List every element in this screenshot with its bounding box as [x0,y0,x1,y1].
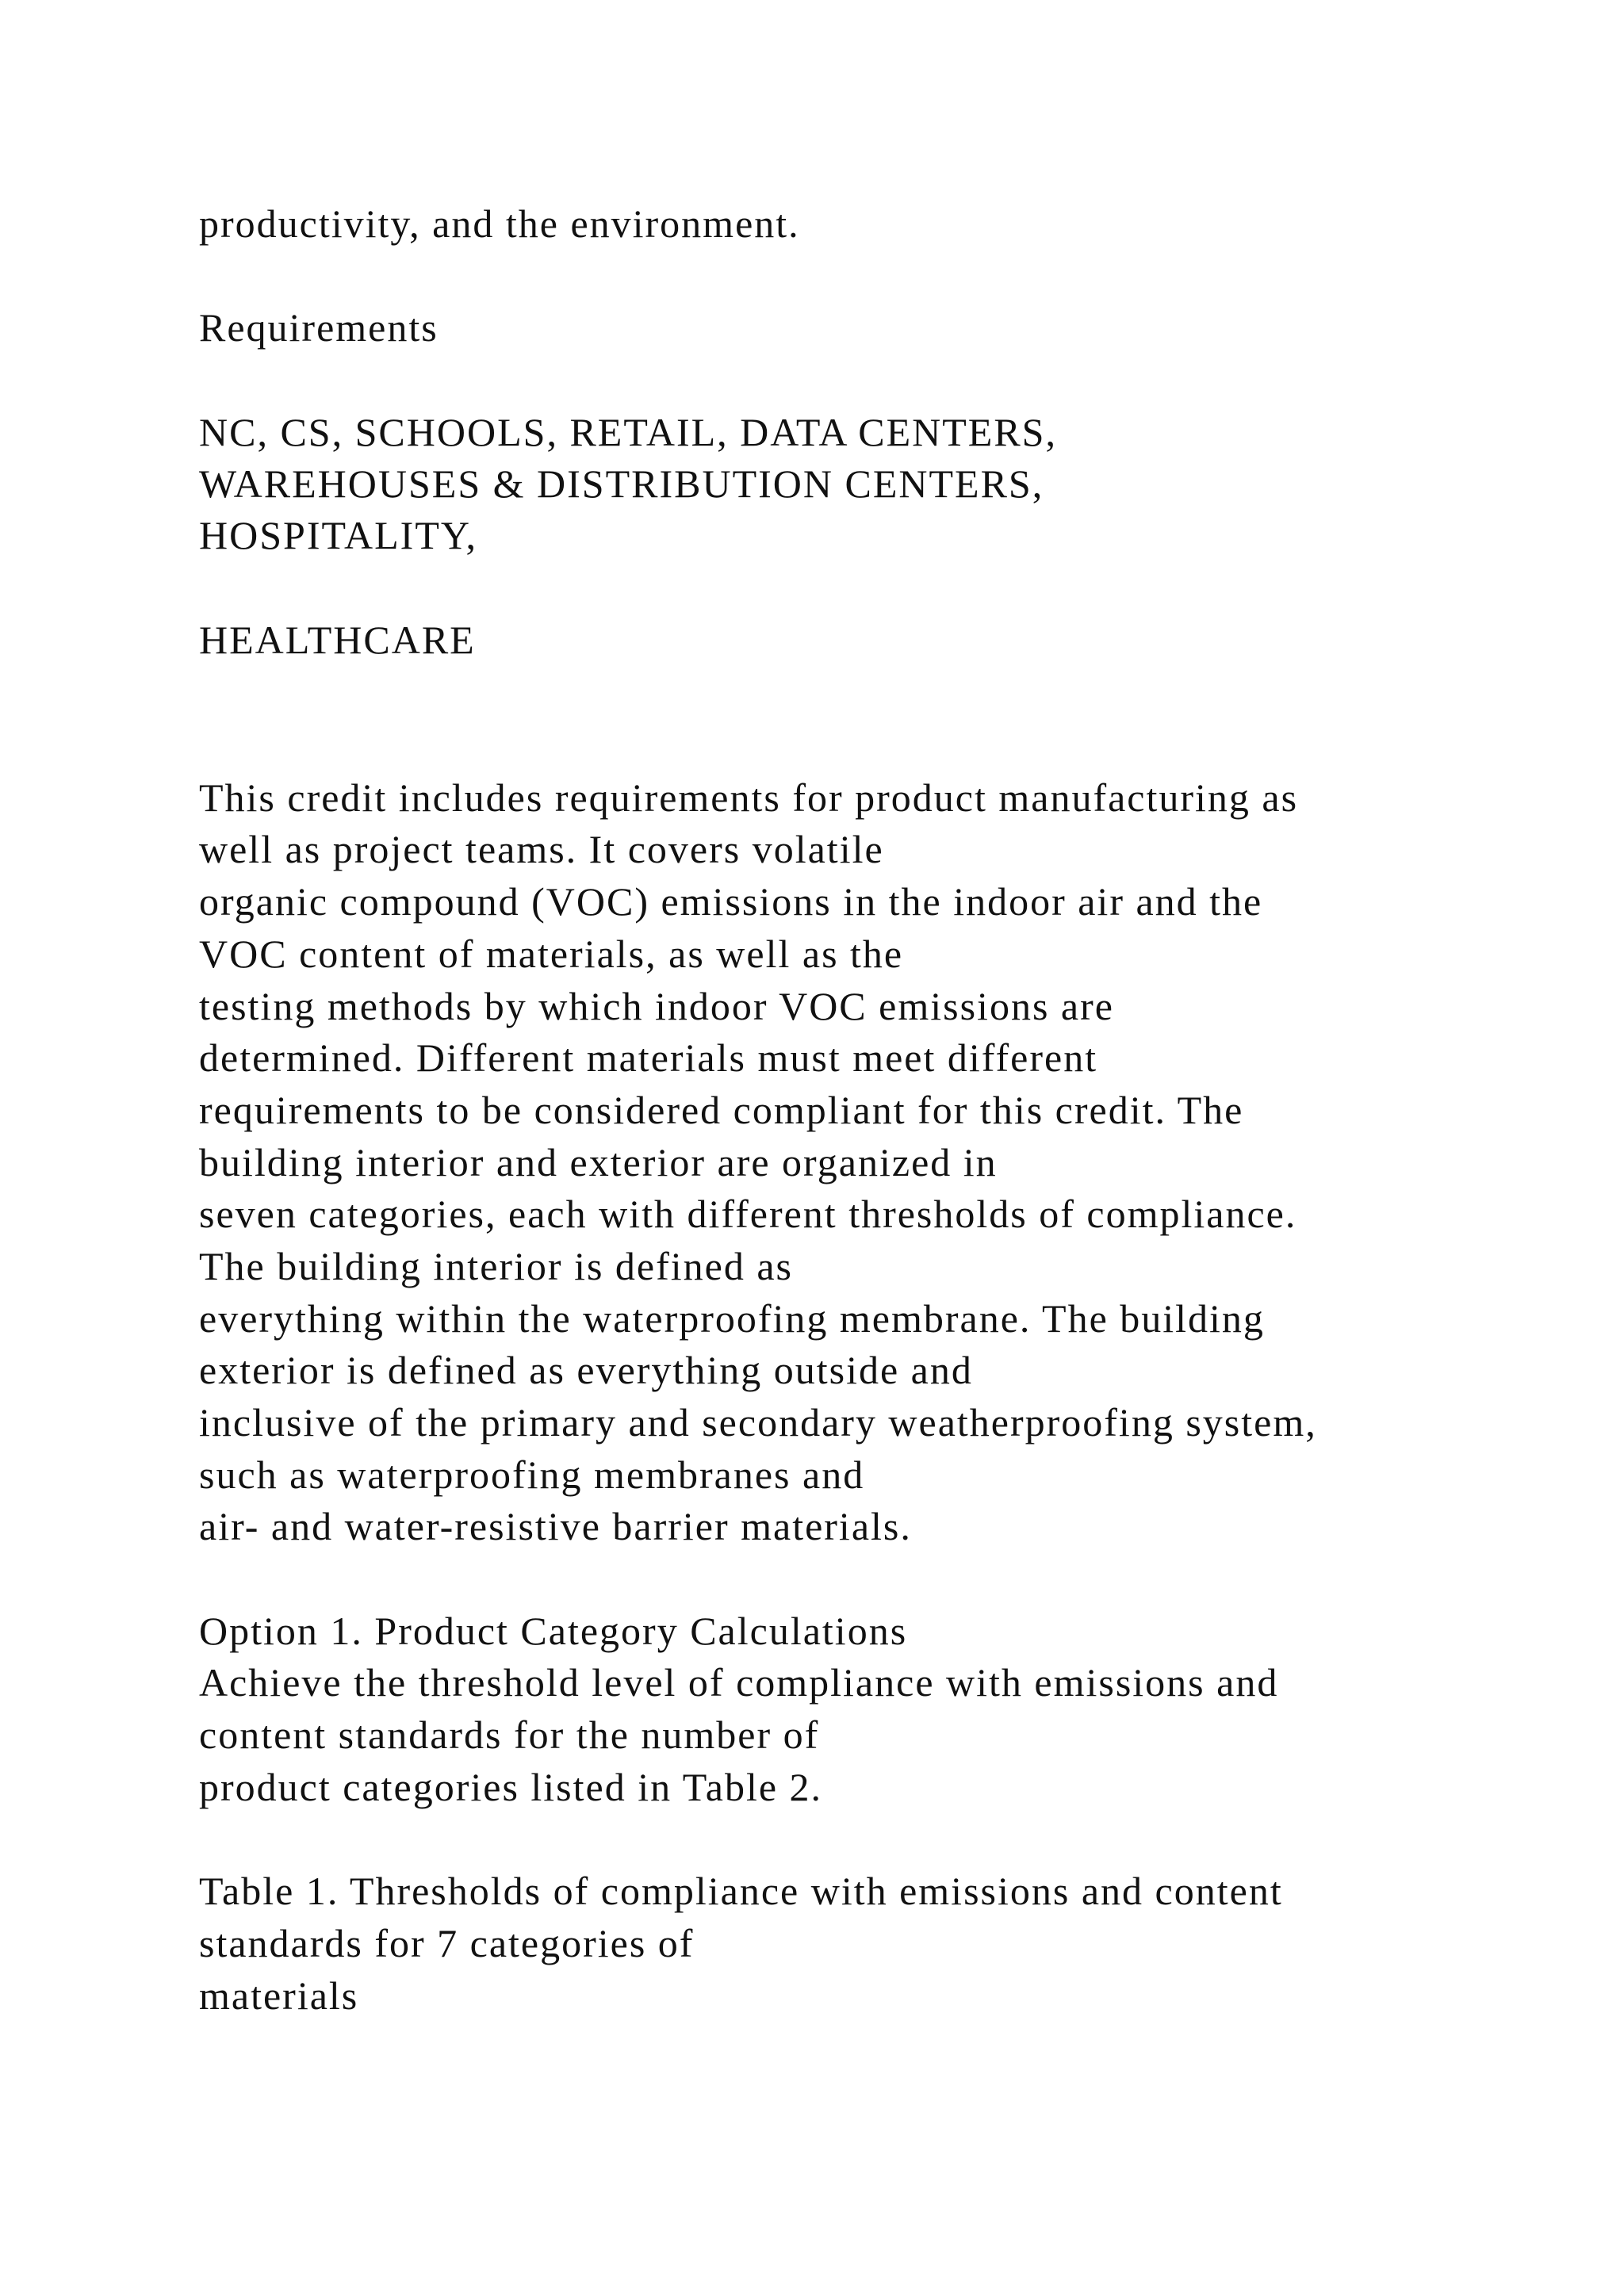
text-line: inclusive of the primary and secondary weatherproofing system, [199,1400,1317,1445]
table-caption: materials [199,1973,359,2018]
text-line: product categories listed in Table 2. [199,1765,823,1809]
text-line: everything within the waterproofing membrane. The building [199,1296,1265,1341]
text-line: determined. Different materials must meet different [199,1035,1098,1080]
text-line: requirements to be considered compliant for this credit. The [199,1088,1244,1132]
text-line: air- and water-resistive barrier materials. [199,1504,912,1548]
text-line: Achieve the threshold level of compliance with emissions and [199,1660,1279,1705]
text-line: This credit includes requirements for product manufacturing as [199,775,1299,820]
text-line: building interior and exterior are organized in [199,1140,998,1184]
text-line: productivity, and the environment. [199,201,800,246]
text-line: seven categories, each with different thresholds of compliance. [199,1192,1297,1236]
text-line: HEALTHCARE [199,618,476,662]
text-line: well as project teams. It covers volatile [199,827,884,871]
text-line: HOSPITALITY, [199,513,478,557]
table-caption: standards for 7 categories of [199,1921,695,1965]
text-line: WAREHOUSES & DISTRIBUTION CENTERS, [199,461,1044,506]
text-line: The building interior is defined as [199,1244,794,1288]
section-heading-requirements: Requirements [199,305,439,350]
text-line: VOC content of materials, as well as the [199,932,904,976]
text-line: NC, CS, SCHOOLS, RETAIL, DATA CENTERS, [199,410,1057,454]
text-line: exterior is defined as everything outside and [199,1348,973,1392]
option-heading: Option 1. Product Category Calculations [199,1609,908,1653]
text-line: such as waterproofing membranes and [199,1452,865,1497]
text-line: testing methods by which indoor VOC emissions are [199,984,1114,1028]
text-line: content standards for the number of [199,1712,820,1757]
text-line: organic compound (VOC) emissions in the indoor air and the [199,879,1263,924]
table-caption: Table 1. Thresholds of compliance with emissions and content [199,1869,1283,1913]
